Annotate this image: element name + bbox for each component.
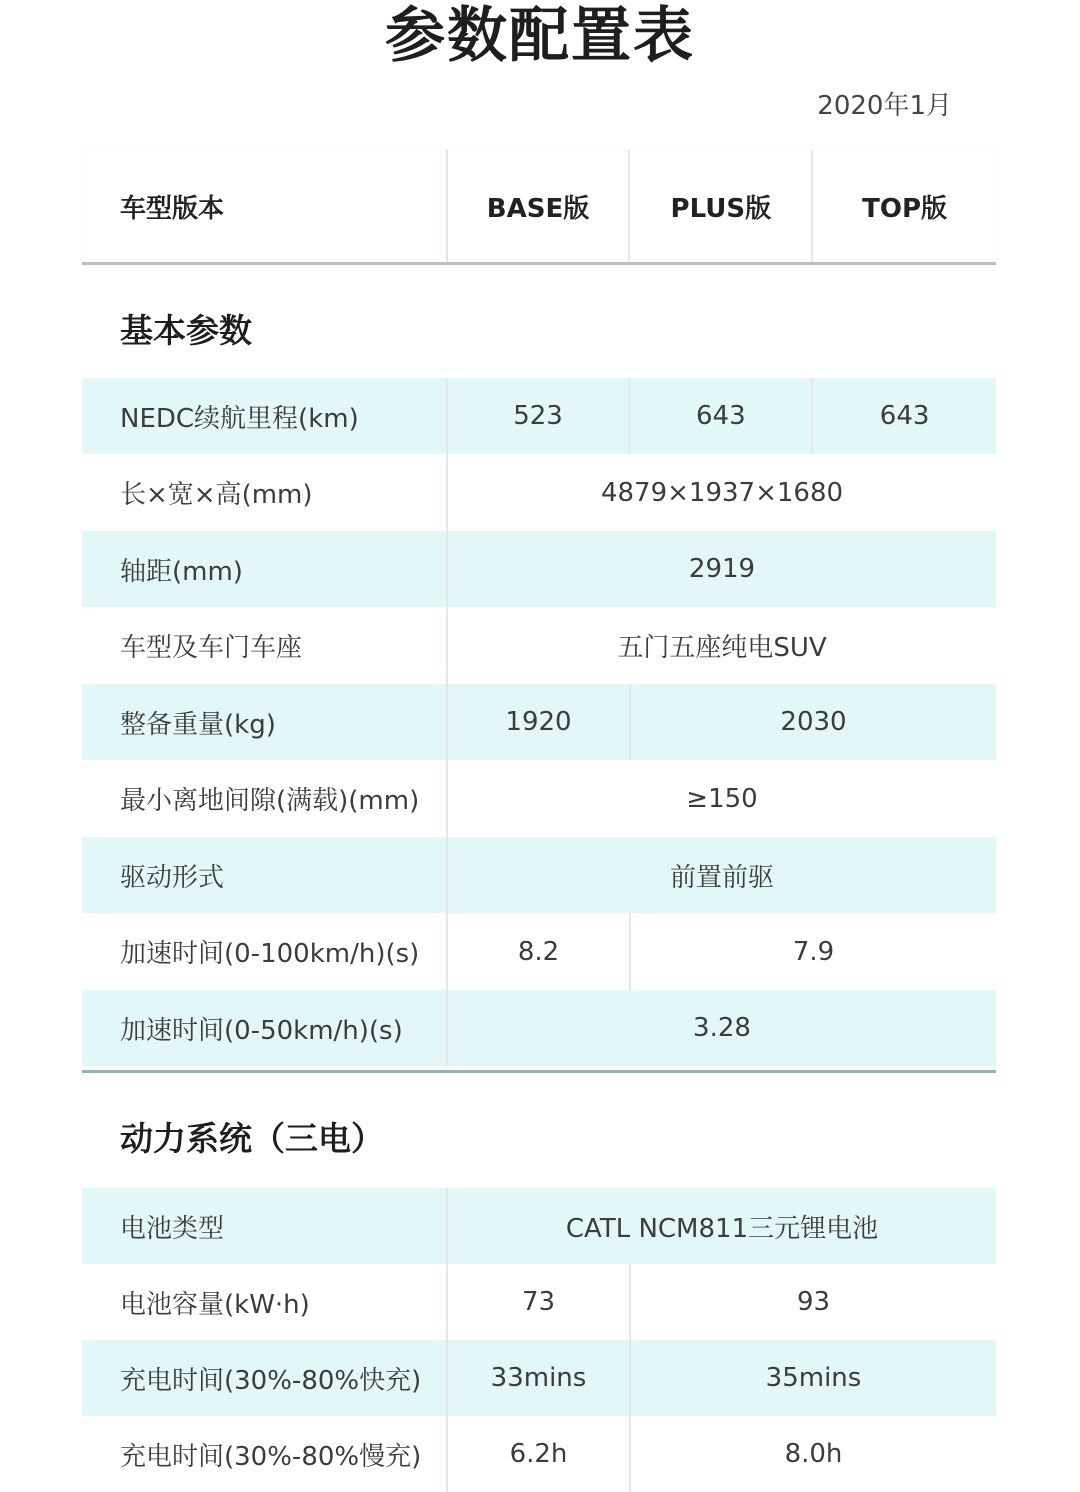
row-value: 643 bbox=[879, 401, 930, 431]
row-label: 长×宽×高(mm) bbox=[82, 454, 448, 531]
section-title-basic: 基本参数 bbox=[120, 311, 252, 350]
row-value: 1920 bbox=[448, 684, 631, 760]
row-label: 驱动形式 bbox=[82, 837, 448, 913]
power-system-table bbox=[82, 1188, 996, 1492]
row-value: 523 bbox=[448, 378, 631, 454]
version-header-label: 车型版本 bbox=[82, 150, 448, 262]
table-row bbox=[82, 760, 996, 837]
row-value: 73 bbox=[448, 1264, 631, 1340]
row-value: 2030 bbox=[780, 707, 847, 737]
row-label: 充电时间(30%-80%快充) bbox=[82, 1340, 448, 1416]
section-title-power: 动力系统（三电） bbox=[120, 1119, 384, 1158]
row-label: 加速时间(0-100km/h)(s) bbox=[82, 913, 448, 990]
row-label: 加速时间(0-50km/h)(s) bbox=[82, 990, 448, 1066]
row-value: 7.9 bbox=[792, 936, 835, 967]
row-label: 充电时间(30%-80%慢充) bbox=[82, 1416, 448, 1492]
row-label: 电池容量(kW·h) bbox=[82, 1264, 448, 1340]
table-row bbox=[82, 1416, 996, 1492]
table-row bbox=[82, 990, 996, 1066]
table-row bbox=[82, 378, 996, 454]
table-row bbox=[82, 684, 996, 760]
version-header-table bbox=[82, 150, 996, 265]
table-row bbox=[82, 1264, 996, 1340]
row-value: 643 bbox=[630, 378, 813, 454]
row-label: 轴距(mm) bbox=[82, 531, 448, 607]
row-value: 前置前驱 bbox=[669, 862, 774, 893]
row-value: 4879×1937×1680 bbox=[600, 477, 844, 508]
row-label: 车型及车门车座 bbox=[82, 607, 448, 684]
row-label: 整备重量(kg) bbox=[82, 684, 448, 760]
row-value: 3.28 bbox=[693, 1013, 751, 1043]
row-value: 6.2h bbox=[448, 1416, 631, 1492]
table-row bbox=[82, 607, 996, 684]
table-row bbox=[82, 531, 996, 607]
row-label: NEDC续航里程(km) bbox=[82, 378, 448, 454]
date-label: 2020年1月 bbox=[817, 91, 952, 121]
section-divider bbox=[82, 1070, 996, 1073]
table-row bbox=[82, 1188, 996, 1264]
row-value: 8.2 bbox=[448, 913, 631, 990]
version-header-row bbox=[82, 150, 996, 262]
row-value: 2919 bbox=[688, 554, 756, 584]
row-value: 五门五座纯电SUV bbox=[617, 633, 827, 663]
version-base: BASE版 bbox=[448, 150, 631, 262]
table-row bbox=[82, 1340, 996, 1416]
row-value: ≥150 bbox=[686, 783, 758, 814]
row-label: 最小离地间隙(满载)(mm) bbox=[82, 760, 448, 837]
page-title: 参数配置表 bbox=[385, 1, 695, 71]
table-row bbox=[82, 913, 996, 990]
basic-params-table bbox=[82, 378, 996, 1066]
row-value: 33mins bbox=[448, 1340, 631, 1416]
version-plus: PLUS版 bbox=[630, 150, 813, 262]
row-value: CATL NCM811三元锂电池 bbox=[565, 1213, 879, 1244]
table-row bbox=[82, 837, 996, 913]
row-value: 93 bbox=[796, 1287, 831, 1317]
table-row bbox=[82, 454, 996, 531]
row-value: 8.0h bbox=[784, 1439, 843, 1469]
row-label: 电池类型 bbox=[82, 1188, 448, 1264]
version-top: TOP版 bbox=[862, 193, 948, 224]
row-value: 35mins bbox=[765, 1363, 862, 1393]
